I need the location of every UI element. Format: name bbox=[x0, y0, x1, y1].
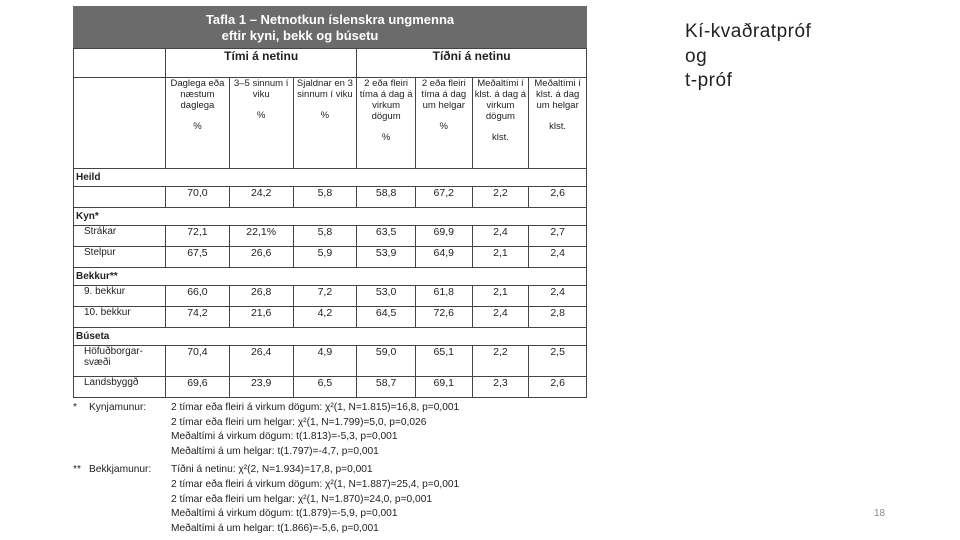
column-header-unit: % bbox=[439, 121, 448, 132]
section-label: Kyn* bbox=[74, 208, 166, 226]
footnote-label: Bekkjamunur: bbox=[89, 464, 152, 476]
data-table bbox=[73, 48, 587, 398]
section-label: Heild bbox=[74, 169, 166, 187]
table-cell: 2,4 bbox=[472, 226, 529, 247]
column-header-unit: klst. bbox=[491, 132, 509, 143]
table-cell: 74,2 bbox=[166, 307, 230, 328]
table-cell: 69,9 bbox=[415, 226, 472, 247]
group-head-time: Tími á netinu bbox=[166, 49, 357, 78]
table-cell: 59,0 bbox=[357, 346, 416, 377]
slide-title-line: t-próf bbox=[685, 70, 733, 91]
table-cell: 65,1 bbox=[415, 346, 472, 377]
column-header-text: Sjaldnar en 3 sinnum í viku bbox=[296, 78, 353, 100]
column-header-text: Daglega eða næstum daglega bbox=[170, 78, 225, 111]
footnotes bbox=[73, 401, 587, 536]
footnote-text: Meðaltími á um helgar: t(1.797)=-4,7, p=0,001 bbox=[171, 445, 379, 457]
table-cell: 72,1 bbox=[166, 226, 230, 247]
table-cell: 22,1% bbox=[229, 226, 293, 247]
table-title-line2: eftir kyni, bekk og búsetu bbox=[221, 28, 379, 43]
table-cell: 6,5 bbox=[293, 377, 357, 398]
footnote-line bbox=[73, 416, 587, 431]
footnote-line bbox=[73, 430, 587, 445]
footnote-block bbox=[73, 401, 587, 459]
footnote-mark: ** bbox=[73, 464, 81, 476]
footnote-text: Meðaltími á virkum dögum: t(1.813)=-5,3, p=0,001 bbox=[171, 431, 398, 443]
table-cell: 2,4 bbox=[529, 247, 587, 268]
footnote-text: 2 tímar eða fleiri á virkum dögum: χ²(1, N=1.815)=16,8, p=0,001 bbox=[171, 402, 460, 413]
row-label bbox=[74, 187, 166, 208]
row-label: 9. bekkur bbox=[74, 286, 166, 307]
section-label: Búseta bbox=[74, 328, 166, 346]
footnote-mark: * bbox=[73, 402, 77, 413]
column-header bbox=[293, 78, 357, 169]
table-row bbox=[74, 226, 587, 247]
row-label: Landsbyggð bbox=[74, 377, 166, 398]
table-cell: 64,5 bbox=[357, 307, 416, 328]
table-cell: 2,8 bbox=[529, 307, 587, 328]
table-scan-image bbox=[63, 5, 592, 538]
table-cell: 64,9 bbox=[415, 247, 472, 268]
table-cell: 26,8 bbox=[229, 286, 293, 307]
table-cell: 70,4 bbox=[166, 346, 230, 377]
footnote-line bbox=[73, 478, 587, 493]
table-cell: 61,8 bbox=[415, 286, 472, 307]
table-cell: 58,8 bbox=[357, 187, 416, 208]
column-header bbox=[357, 78, 416, 169]
column-header bbox=[166, 78, 230, 169]
table-cell: 67,2 bbox=[415, 187, 472, 208]
footnote-text: 2 tímar eða fleiri um helgar: χ²(1, N=1.870)=24,0, p=0,001 bbox=[171, 493, 433, 505]
corner-cell bbox=[74, 49, 166, 78]
footnote-text: Meðaltími á um helgar: t(1.866)=-5,6, p=0,001 bbox=[171, 522, 379, 534]
footnote-block bbox=[73, 463, 587, 536]
table-cell: 53,9 bbox=[357, 247, 416, 268]
column-header-text: 2 eða fleiri tíma á dag á virkum dögum bbox=[359, 78, 413, 122]
footnote-line bbox=[73, 401, 587, 416]
table-row bbox=[74, 307, 587, 328]
column-header-unit: % bbox=[381, 132, 391, 143]
column-header-text: Meðaltími í klst. á dag á virkum dögum bbox=[474, 78, 527, 122]
table-cell: 2,1 bbox=[472, 286, 529, 307]
column-header-text: 3–5 sinnum í viku bbox=[233, 78, 289, 100]
slide-title bbox=[685, 20, 811, 94]
footnote-line bbox=[73, 463, 587, 478]
section-fill bbox=[166, 169, 587, 187]
table-cell: 2,6 bbox=[529, 187, 587, 208]
footnote-text: 2 tímar eða fleiri á virkum dögum: χ²(1, N=1.887)=25,4, p=0,001 bbox=[171, 478, 460, 490]
table-cell: 67,5 bbox=[166, 247, 230, 268]
footnote-text: 2 tímar eða fleiri um helgar: χ²(1, N=1.799)=5,0, p=0,026 bbox=[171, 416, 427, 428]
section-fill bbox=[166, 268, 587, 286]
footnote-text: Tíðni á netinu: χ²(2, N=1.934)=17,8, p=0,001 bbox=[171, 464, 373, 476]
section-label: Bekkur** bbox=[74, 268, 166, 286]
table-cell: 2,5 bbox=[529, 346, 587, 377]
table-cell: 53,0 bbox=[357, 286, 416, 307]
row-label: Stelpur bbox=[74, 247, 166, 268]
table-cell: 63,5 bbox=[357, 226, 416, 247]
table-cell: 4,9 bbox=[293, 346, 357, 377]
table-cell: 21,6 bbox=[229, 307, 293, 328]
table-row bbox=[74, 247, 587, 268]
column-header bbox=[529, 78, 587, 169]
column-header-unit: klst. bbox=[549, 121, 567, 132]
table-cell: 66,0 bbox=[166, 286, 230, 307]
footnote-line bbox=[73, 445, 587, 460]
footnote-line bbox=[73, 507, 587, 522]
table-cell: 2,6 bbox=[529, 377, 587, 398]
table-cell: 24,2 bbox=[229, 187, 293, 208]
column-header-text: Meðaltími í klst. á dag um helgar bbox=[534, 78, 581, 111]
table-cell: 5,8 bbox=[293, 187, 357, 208]
table-cell: 69,1 bbox=[415, 377, 472, 398]
group-head-frequency: Tíðni á netinu bbox=[357, 49, 587, 78]
column-header-text: 2 eða fleiri tíma á dag um helgar bbox=[421, 78, 467, 111]
table-cell: 72,6 bbox=[415, 307, 472, 328]
table-cell: 2,2 bbox=[472, 187, 529, 208]
row-label: 10. bekkur bbox=[74, 307, 166, 328]
table-cell: 2,1 bbox=[472, 247, 529, 268]
table-cell: 2,4 bbox=[529, 286, 587, 307]
table-cell: 2,4 bbox=[472, 307, 529, 328]
table-cell: 4,2 bbox=[293, 307, 357, 328]
footnote-text: Meðaltími á virkum dögum: t(1.879)=-5,9, p=0,001 bbox=[171, 508, 398, 520]
table-cell: 2,2 bbox=[472, 346, 529, 377]
footnote-line bbox=[73, 522, 587, 537]
footnote-label: Kynjamunur: bbox=[89, 402, 147, 413]
table-row bbox=[74, 187, 587, 208]
table-cell: 26,4 bbox=[229, 346, 293, 377]
table-cell: 5,9 bbox=[293, 247, 357, 268]
table-row bbox=[74, 377, 587, 398]
corner-cell-2 bbox=[74, 78, 166, 169]
table-cell: 70,0 bbox=[166, 187, 230, 208]
table-row bbox=[74, 346, 587, 377]
column-header bbox=[472, 78, 529, 169]
table-cell: 69,6 bbox=[166, 377, 230, 398]
section-fill bbox=[166, 328, 587, 346]
table-cell: 5,8 bbox=[293, 226, 357, 247]
column-header-unit: % bbox=[193, 121, 202, 132]
table-cell: 2,7 bbox=[529, 226, 587, 247]
table-cell: 58,7 bbox=[357, 377, 416, 398]
table-cell: 2,3 bbox=[472, 377, 529, 398]
table-cell: 23,9 bbox=[229, 377, 293, 398]
section-fill bbox=[166, 208, 587, 226]
table-title-bar bbox=[73, 6, 587, 48]
column-header-unit: % bbox=[320, 110, 330, 121]
slide-title-line: og bbox=[685, 45, 708, 67]
slide-title-line: Kí-kvaðratpróf bbox=[685, 21, 812, 42]
column-header bbox=[229, 78, 293, 169]
table-title-line1: Tafla 1 – Netnotkun íslenskra ungmenna bbox=[205, 12, 455, 27]
column-header bbox=[415, 78, 472, 169]
table-cell: 26,6 bbox=[229, 247, 293, 268]
row-label: Höfuðborgar-svæði bbox=[74, 346, 166, 377]
table-cell: 7,2 bbox=[293, 286, 357, 307]
page-number: 18 bbox=[874, 508, 886, 519]
column-header-unit: % bbox=[256, 110, 266, 121]
row-label: Strákar bbox=[74, 226, 166, 247]
footnote-line bbox=[73, 493, 587, 508]
table-row bbox=[74, 286, 587, 307]
